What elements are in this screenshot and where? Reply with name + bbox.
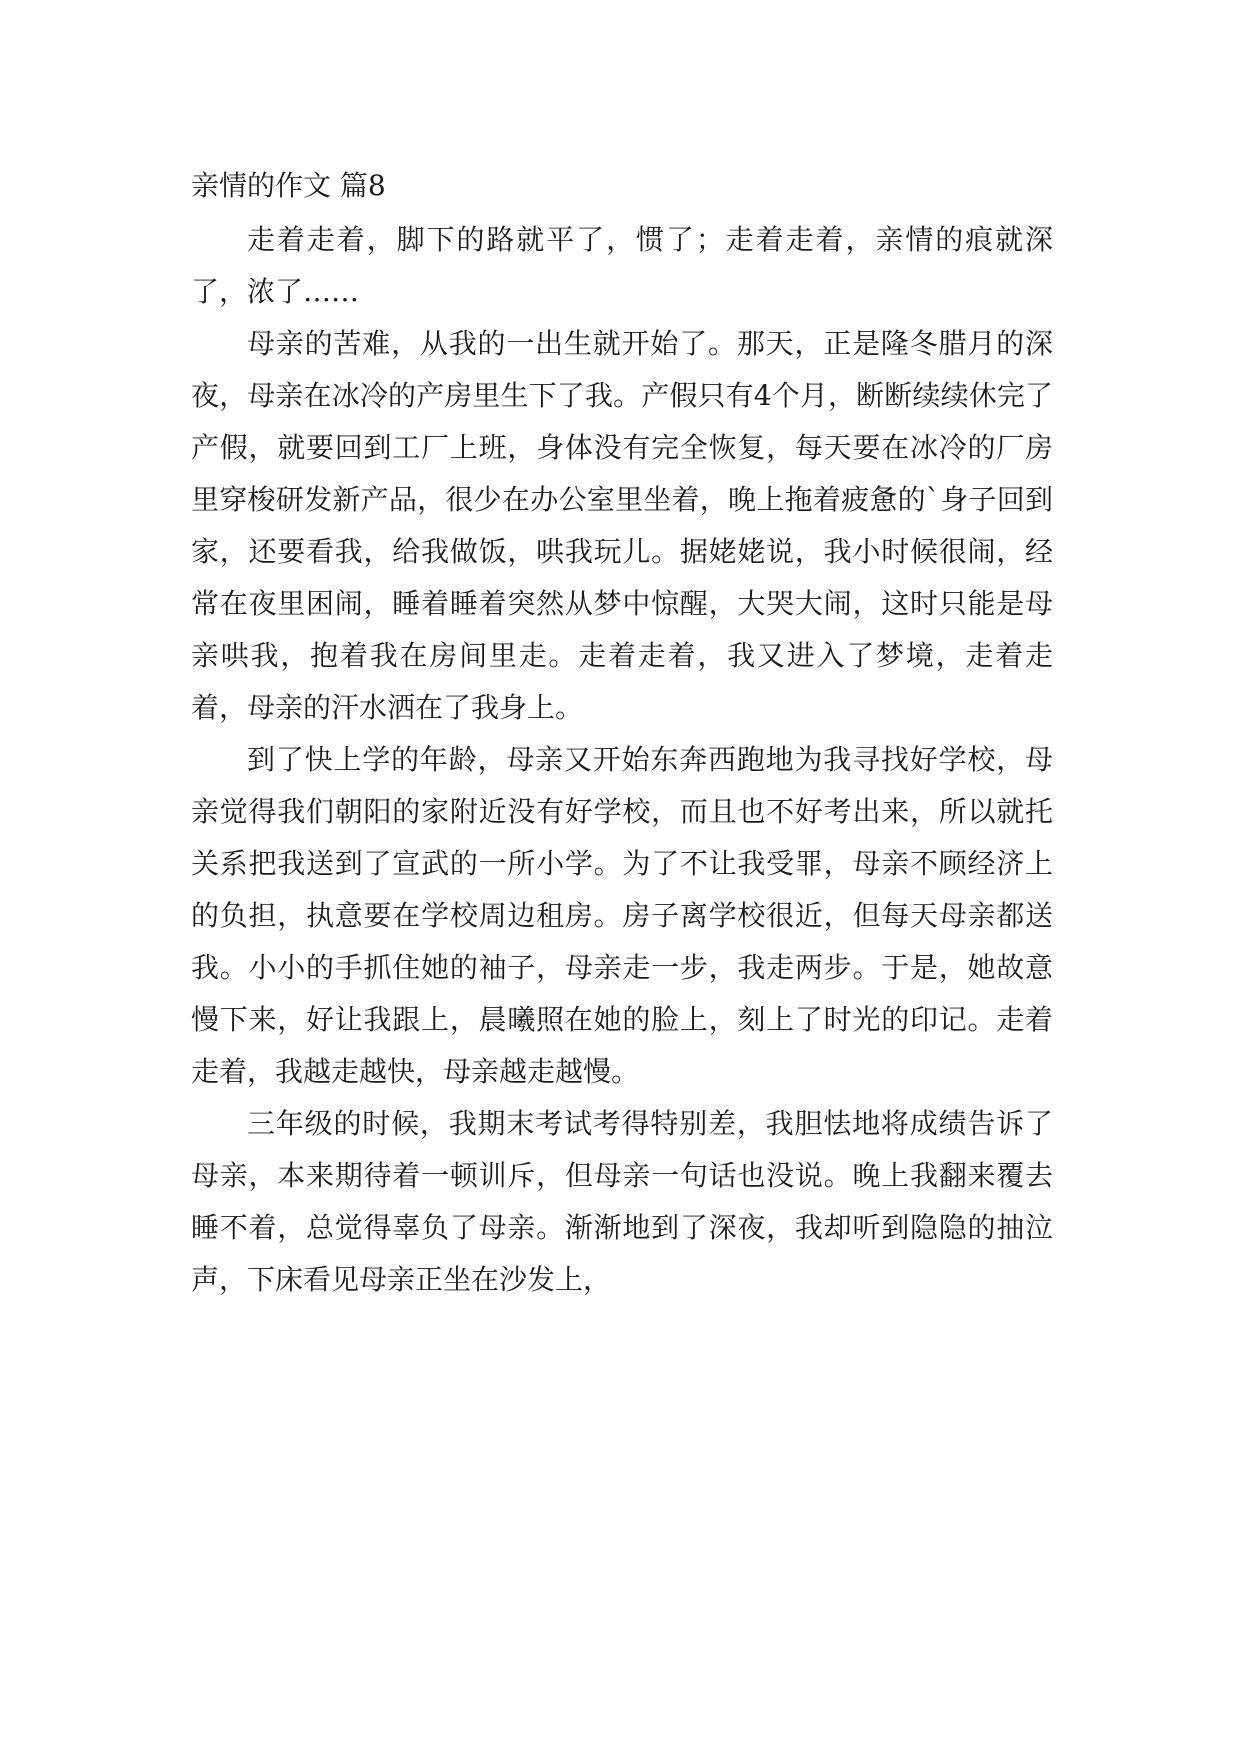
paragraph-3: 到了快上学的年龄，母亲又开始东奔西跑地为我寻找好学校，母亲觉得我们朝阳的家附近没有好学校，而且也不好考出来，所以就托关系把我送到了宣武的一所小学。为了不让我受罪，母亲不顾经济上的负担，执意要在学校周边租房。房子离学校很近，但每天母亲都送我。小小的手抓住她的袖子，母亲走一步，我走两步。于是，她故意慢下来，好让我跟上，晨曦照在她的脸上，刻上了时光的印记。走着走着，我越走越快，母亲越走越慢。 — [191, 743, 1053, 1088]
document-body — [191, 160, 1053, 1306]
paragraph-1: 走着走着，脚下的路就平了，惯了；走着走着，亲情的痕就深了，浓了…… — [191, 223, 1053, 308]
paragraph-2: 母亲的苦难，从我的一出生就开始了。那天，正是隆冬腊月的深夜，母亲在冰冷的产房里生下了我。产假只有4个月，断断续续休完了产假，就要回到工厂上班，身体没有完全恢复，每天要在冰冷的厂房里穿梭研发新产品，很少在办公室里坐着，晚上拖着疲惫的`身子回到家，还要看我，给我做饭，哄我玩儿。据姥姥说，我小时候很闹，经常在夜里困闹，睡着睡着突然从梦中惊醒，大哭大闹，这时只能是母亲哄我，抱着我在房间里走。走着走着，我又进入了梦境，走着走着，母亲的汗水洒在了我身上。 — [191, 327, 1053, 724]
essay-title: 亲情的作文 篇8 — [191, 169, 386, 202]
paragraph-4: 三年级的时候，我期末考试考得特别差，我胆怯地将成绩告诉了母亲，本来期待着一顿训斥，但母亲一句话也没说。晚上我翻来覆去睡不着，总觉得辜负了母亲。渐渐地到了深夜，我却听到隐隐的抽泣声，下床看见母亲正坐在沙发上， — [191, 1107, 1053, 1296]
